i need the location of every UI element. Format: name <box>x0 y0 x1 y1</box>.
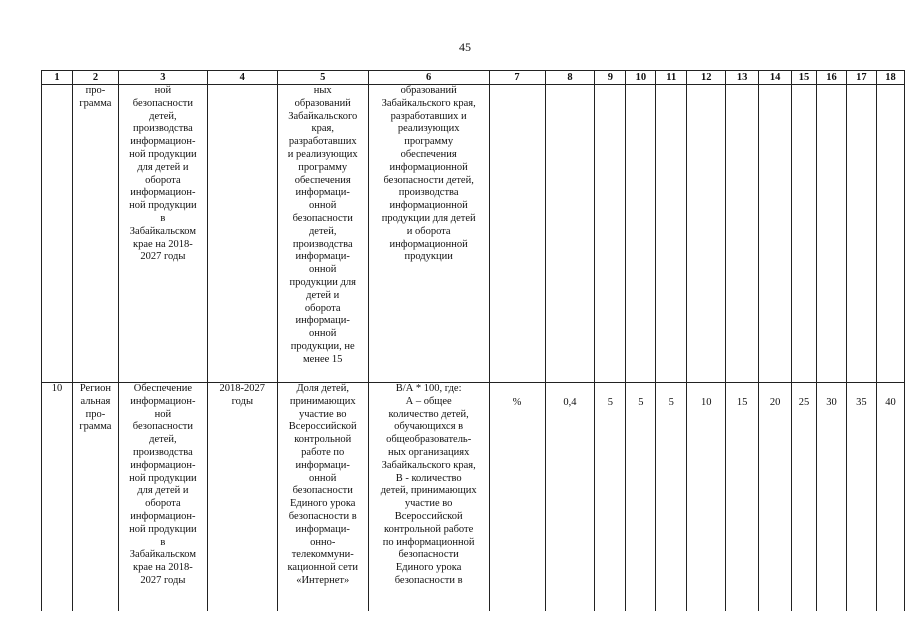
cell-value <box>545 85 595 383</box>
cell-program-name: Обеспечение информацион- ной безопасности детей, производства информацион- ной продукции для детей и оборота информацион- ной продукции в Забайкальском крае на 2018- 2027 годы <box>118 383 207 612</box>
cell-value <box>687 85 726 383</box>
header-cell: 5 <box>277 71 368 85</box>
header-cell: 8 <box>545 71 595 85</box>
header-cell: 13 <box>726 71 759 85</box>
header-cell: 12 <box>687 71 726 85</box>
table-row <box>42 85 905 383</box>
cell-method: образований Забайкальского края, разработавших и реализующих программу обеспечения информационной безопасности детей, производства информационной продукции для детей и оборота информационной продукции <box>368 85 489 383</box>
page-number: 45 <box>459 40 471 54</box>
cell-indicator: Доля детей, принимающих участие во Всероссийской контрольной работе по информаци- онной безопасности Единого урока безопасности в информаци- онно- телекоммуни- кационной сети «Интернет» <box>277 383 368 612</box>
header-cell: 4 <box>207 71 277 85</box>
cell-value <box>656 85 687 383</box>
header-cell: 18 <box>876 71 904 85</box>
cell-value: 20 <box>759 383 792 612</box>
cell-unit <box>489 85 545 383</box>
cell-value <box>759 85 792 383</box>
cell-value <box>626 85 656 383</box>
cell-value <box>817 85 847 383</box>
cell-number <box>42 85 73 383</box>
header-row <box>42 71 905 85</box>
table-row <box>42 383 905 612</box>
header-cell: 6 <box>368 71 489 85</box>
cell-period <box>207 85 277 383</box>
header-cell: 17 <box>846 71 876 85</box>
header-cell: 16 <box>817 71 847 85</box>
header-cell: 10 <box>626 71 656 85</box>
cell-value: 40 <box>876 383 904 612</box>
header-cell: 9 <box>595 71 626 85</box>
header-cell: 11 <box>656 71 687 85</box>
cell-period: 2018-2027 годы <box>207 383 277 612</box>
header-cell: 2 <box>72 71 118 85</box>
cell-value: 30 <box>817 383 847 612</box>
cell-value <box>846 85 876 383</box>
cell-value: 25 <box>792 383 817 612</box>
cell-value: 10 <box>687 383 726 612</box>
cell-value: 35 <box>846 383 876 612</box>
cell-value: 15 <box>726 383 759 612</box>
cell-type: Регион альная про- грамма <box>72 383 118 612</box>
cell-value: 5 <box>656 383 687 612</box>
cell-indicator: ных образований Забайкальского края, разработавших и реализующих программу обеспечения информаци- онной безопасности детей, производства информаци- онной продукции для детей и оборота информаци- онной продукции, не менее 15 <box>277 85 368 383</box>
cell-number: 10 <box>42 383 73 612</box>
cell-value: 5 <box>626 383 656 612</box>
cell-value <box>876 85 904 383</box>
header-cell: 7 <box>489 71 545 85</box>
header-cell: 1 <box>42 71 73 85</box>
cell-unit: % <box>489 383 545 612</box>
cell-type: про- грамма <box>72 85 118 383</box>
header-cell: 15 <box>792 71 817 85</box>
cell-value <box>726 85 759 383</box>
header-cell: 3 <box>118 71 207 85</box>
header-cell: 14 <box>759 71 792 85</box>
cell-value <box>792 85 817 383</box>
cell-value: 5 <box>595 383 626 612</box>
indicators-table <box>41 70 905 611</box>
cell-program-name: ной безопасности детей, производства информацион- ной продукции для детей и оборота информацион- ной продукции в Забайкальском крае на 2018- 2027 годы <box>118 85 207 383</box>
cell-method: В/А * 100, где: А – общее количество детей, обучающихся в общеобразователь- ных организациях Забайкальского края, В - количество детей, принимающих участие во Всероссийской контрольной работе по информационной безопасности Единого урока безопасности в <box>368 383 489 612</box>
cell-value: 0,4 <box>545 383 595 612</box>
cell-value <box>595 85 626 383</box>
